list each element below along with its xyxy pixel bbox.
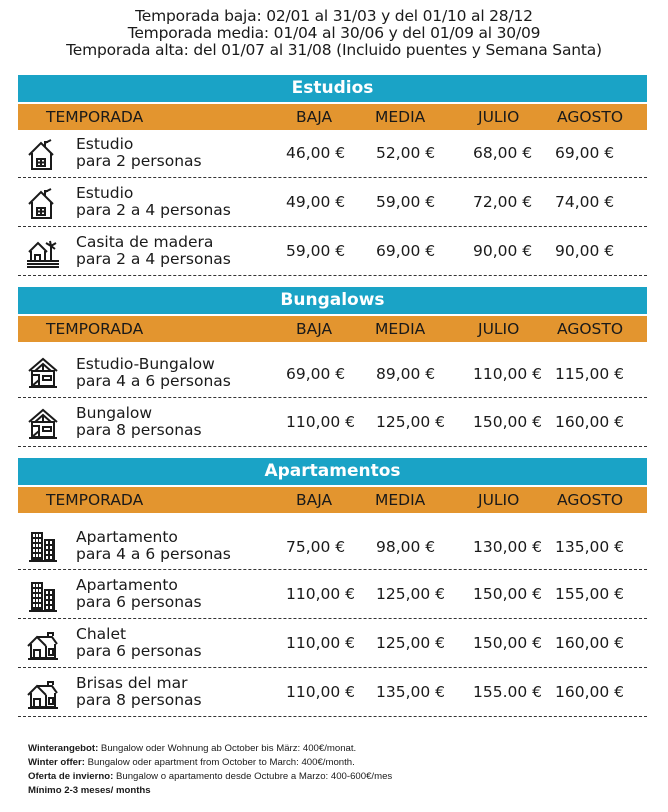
price-media: 89,00 € — [376, 365, 436, 383]
row-label: Estudio para 2 personas — [76, 135, 202, 170]
col-agosto: AGOSTO — [557, 108, 624, 126]
chalet-icon — [26, 628, 60, 662]
row-label: Estudio-Bungalow para 4 a 6 personas — [76, 355, 231, 390]
price-agosto: 74,00 € — [555, 193, 615, 211]
price-media: 52,00 € — [376, 144, 436, 162]
price-julio: 130,00 € — [473, 538, 543, 556]
table-row — [18, 669, 647, 717]
price-media: 98,00 € — [376, 538, 436, 556]
price-julio: 68,00 € — [473, 144, 533, 162]
price-agosto: 135,00 € — [555, 538, 625, 556]
note-en: Winter offer: Bungalow oder apartment from October to March: 400€/month. — [28, 757, 355, 768]
price-baja: 69,00 € — [286, 365, 346, 383]
row-label: Bungalow para 8 personas — [76, 404, 202, 439]
price-baja: 110,00 € — [286, 413, 356, 431]
beach-hut-icon — [26, 236, 60, 270]
price-baja: 110,00 € — [286, 634, 356, 652]
col-baja: BAJA — [296, 320, 333, 338]
price-agosto: 69,00 € — [555, 144, 615, 162]
price-media: 59,00 € — [376, 193, 436, 211]
column-header-estudios — [18, 104, 647, 130]
apartment-building-icon — [26, 529, 60, 563]
price-baja: 49,00 € — [286, 193, 346, 211]
price-media: 69,00 € — [376, 242, 436, 260]
price-baja: 59,00 € — [286, 242, 346, 260]
table-row — [18, 228, 647, 276]
price-julio: 155.00 € — [473, 683, 543, 701]
table-row — [18, 517, 647, 570]
price-baja: 110,00 € — [286, 683, 356, 701]
col-temporada: TEMPORADA — [46, 320, 144, 338]
col-baja: BAJA — [296, 491, 333, 509]
column-header-bungalows — [18, 316, 647, 342]
price-julio: 72,00 € — [473, 193, 533, 211]
row-label: Estudio para 2 a 4 personas — [76, 184, 231, 219]
col-julio: JULIO — [478, 108, 520, 126]
column-header-apartamentos — [18, 487, 647, 513]
col-agosto: AGOSTO — [557, 320, 624, 338]
house-chimney-icon — [26, 138, 60, 172]
price-julio: 90,00 € — [473, 242, 533, 260]
price-baja: 110,00 € — [286, 585, 356, 603]
bungalow-icon — [26, 356, 60, 390]
row-label: Brisas del mar para 8 personas — [76, 674, 202, 709]
winter-offer-notes — [28, 742, 392, 798]
price-media: 125,00 € — [376, 413, 446, 431]
price-baja: 46,00 € — [286, 144, 346, 162]
chalet-icon — [26, 677, 60, 711]
col-temporada: TEMPORADA — [46, 108, 144, 126]
price-agosto: 160,00 € — [555, 634, 625, 652]
table-row — [18, 620, 647, 668]
price-agosto: 160,00 € — [555, 413, 625, 431]
bungalow-icon — [26, 407, 60, 441]
price-media: 125,00 € — [376, 634, 446, 652]
table-row — [18, 346, 647, 398]
section-title-estudios: Estudios — [18, 75, 647, 102]
row-label: Apartamento para 6 personas — [76, 576, 202, 611]
season-mid: Temporada media: 01/04 al 30/06 y del 01/09 al 30/09 — [127, 24, 541, 42]
season-low: Temporada baja: 02/01 al 31/03 y del 01/10 al 28/12 — [135, 7, 533, 25]
table-row — [18, 571, 647, 619]
note-de: Winterangebot: Bungalow oder Wohnung ab October bis März: 400€/monat. — [28, 743, 357, 754]
price-baja: 75,00 € — [286, 538, 346, 556]
row-label: Chalet para 6 personas — [76, 625, 202, 660]
row-label: Apartamento para 4 a 6 personas — [76, 528, 231, 563]
note-minimum: Mínimo 2-3 meses/ months — [28, 785, 151, 796]
house-chimney-icon — [26, 187, 60, 221]
col-julio: JULIO — [478, 491, 520, 509]
note-es: Oferta de invierno: Bungalow o apartamento desde Octubre a Marzo: 400-600€/mes — [28, 771, 393, 782]
price-media: 135,00 € — [376, 683, 446, 701]
table-row — [18, 399, 647, 447]
price-julio: 150,00 € — [473, 413, 543, 431]
col-media: MEDIA — [375, 491, 426, 509]
row-label: Casita de madera para 2 a 4 personas — [76, 233, 231, 268]
season-high: Temporada alta: del 01/07 al 31/08 (Incluido puentes y Semana Santa) — [66, 41, 602, 59]
price-agosto: 160,00 € — [555, 683, 625, 701]
col-julio: JULIO — [478, 320, 520, 338]
price-media: 125,00 € — [376, 585, 446, 603]
table-row — [18, 130, 647, 178]
table-row — [18, 179, 647, 227]
col-media: MEDIA — [375, 108, 426, 126]
apartment-building-icon — [26, 579, 60, 613]
price-julio: 150,00 € — [473, 634, 543, 652]
col-media: MEDIA — [375, 320, 426, 338]
col-temporada: TEMPORADA — [46, 491, 144, 509]
season-dates — [0, 8, 668, 59]
section-title-apartamentos: Apartamentos — [18, 458, 647, 485]
price-julio: 150,00 € — [473, 585, 543, 603]
price-julio: 110,00 € — [473, 365, 543, 383]
col-baja: BAJA — [296, 108, 333, 126]
price-agosto: 90,00 € — [555, 242, 615, 260]
col-agosto: AGOSTO — [557, 491, 624, 509]
price-agosto: 115,00 € — [555, 365, 625, 383]
price-agosto: 155,00 € — [555, 585, 625, 603]
section-title-bungalows: Bungalows — [18, 287, 647, 314]
